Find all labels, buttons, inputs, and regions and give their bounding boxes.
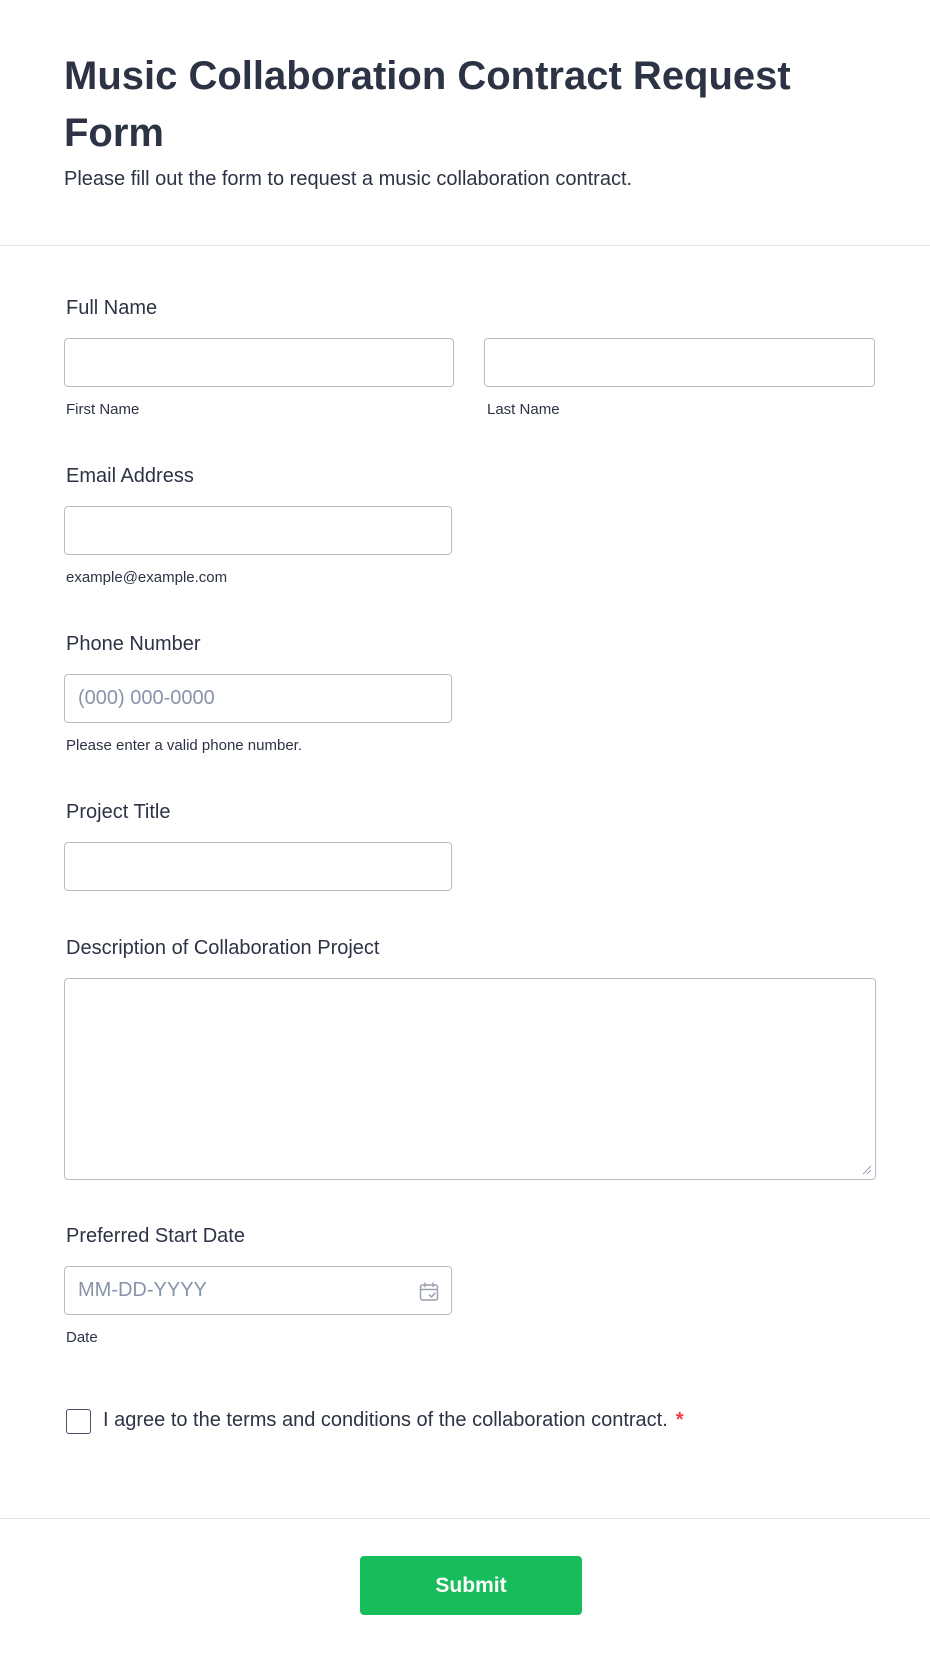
calendar-icon[interactable] [418, 1281, 440, 1303]
full-name-label: Full Name [66, 297, 158, 319]
resize-grip-icon[interactable] [860, 1163, 872, 1175]
project-title-input[interactable] [64, 842, 452, 891]
phone-sublabel: Please enter a valid phone number. [66, 737, 302, 754]
email-sublabel: example@example.com [66, 569, 228, 586]
start-date-label: Preferred Start Date [66, 1225, 245, 1247]
project-title-label: Project Title [66, 801, 171, 823]
required-marker: * [675, 1409, 684, 1431]
phone-input[interactable] [64, 674, 452, 723]
start-date-input[interactable] [64, 1266, 452, 1315]
form-subtitle: Please fill out the form to request a music collaboration contract. [64, 168, 633, 190]
email-label: Email Address [66, 465, 194, 487]
submit-button[interactable]: Submit [360, 1556, 582, 1615]
start-date-sublabel: Date [66, 1329, 98, 1346]
last-name-input[interactable] [484, 338, 875, 387]
description-textarea[interactable] [64, 978, 876, 1180]
footer-divider [0, 1518, 930, 1519]
description-label: Description of Collaboration Project [66, 937, 380, 959]
terms-checkbox[interactable] [66, 1409, 91, 1434]
email-input[interactable] [64, 506, 452, 555]
terms-text: I agree to the terms and conditions of the collaboration contract. [103, 1409, 668, 1431]
form-title: Music Collaboration Contract Request Form [64, 54, 791, 155]
form-header [0, 0, 930, 246]
first-name-sublabel: First Name [66, 401, 140, 418]
first-name-input[interactable] [64, 338, 454, 387]
phone-label: Phone Number [66, 633, 201, 655]
terms-label[interactable] [103, 1407, 684, 1433]
last-name-sublabel: Last Name [487, 401, 560, 418]
